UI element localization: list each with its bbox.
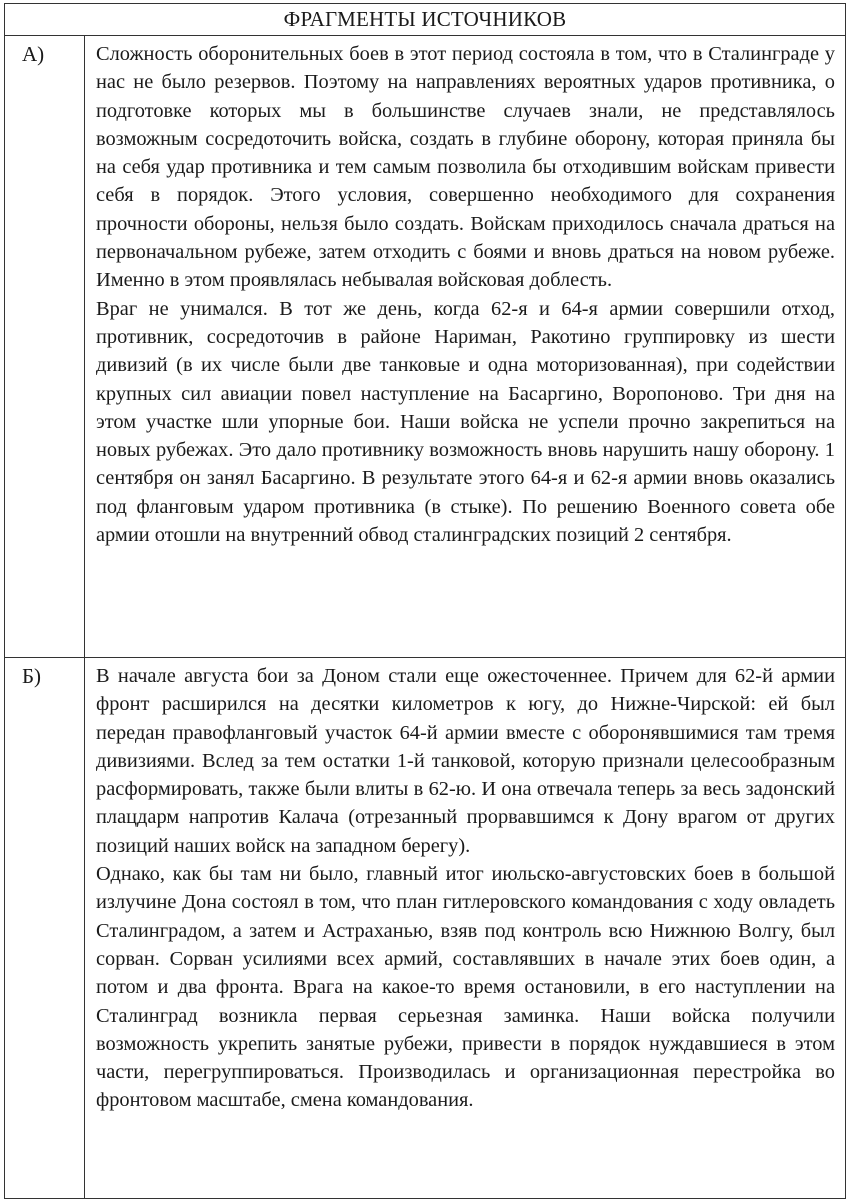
fragment-text <box>85 658 845 1198</box>
fragment-label: А) <box>5 36 85 657</box>
fragment-row-b <box>5 658 845 1198</box>
fragment-paragraph: Однако, как бы там ни было, главный итог июльско-августовских боев в большой излучине Дона состоял в том, что план гитлеровского командования с ходу овладеть Сталинградом, а затем и Астраханью, взяв под контроль всю Нижнюю Волгу, был сорван. Сорван усилиями всех армий, составлявших в начале этих боев один, а потом и два фронта. Врага на какое-то время остановили, в его наступлении на Сталинград возникла первая серьезная заминка. Наши войска получили возможность укрепить занятые рубежи, привести в порядок нуждавшиеся в этом части, перегруппироваться. Производилась и организационная перестройка во фронтовом масштабе, смена командования. <box>96 863 835 1112</box>
fragment-paragraph: Враг не унимался. В тот же день, когда 62-я и 64-я армии совершили отход, противник, сосредоточив в районе Нариман, Ракотино группировку из шести дивизий (в их числе были две танковые и одна моторизованная), при содействии крупных сил авиации повел наступление на Басаргино, Воропоново. Три дня на этом участке шли упорные бои. Наши войска не успели прочно закрепиться на новых рубежах. Это дало противнику возможность вновь нарушить нашу оборону. 1 сентября он занял Басаргино. В результате этого 64-я и 62-я армии вновь оказались под фланговым ударом противника (в стыке). По решению Военного совета обе армии отошли на внутренний обвод сталинградских позиций 2 сентября. <box>96 297 835 547</box>
fragment-text <box>85 36 845 657</box>
fragment-row-a <box>5 36 845 658</box>
sources-table <box>4 3 846 1199</box>
fragment-paragraph: Сложность оборонительных боев в этот период состояла в том, что в Сталинграде у нас не было резервов. Поэтому на направлениях вероятных ударов противника, о подготовке которых мы в большинстве случаев знали, не представлялось возможным сосредоточить войска, создать в глубине оборону, которая приняла бы на себя удар противника и тем самым позволила бы отходившим войскам привести себя в порядок. Этого условия, совершенно необходимого для сохранения прочности обороны, нельзя было создать. Войскам приходилось сначала драться на первоначальном рубеже, затем отходить с боями и вновь драться на новом рубеже. Именно в этом проявлялась небывалая войсковая доблесть. <box>96 43 835 292</box>
fragment-paragraph: В начале августа бои за Доном стали еще ожесточеннее. Причем для 62-й армии фронт расширился на десятки километров к югу, до Нижне-Чирской: ей был передан правофланговый участок 64-й армии вместе с оборонявшимися там тремя дивизиями. Вслед за тем остатки 1-й танковой, которую признали целесообразным расформировать, также были влиты в 62-ю. И она отвечала теперь за весь задонский плацдарм напротив Калача (отрезанный прорвавшимся к Дону врагом от других позиций наших войск на западном берегу). <box>96 665 835 857</box>
fragment-label: Б) <box>5 658 85 1198</box>
table-title: ФРАГМЕНТЫ ИСТОЧНИКОВ <box>5 4 845 36</box>
